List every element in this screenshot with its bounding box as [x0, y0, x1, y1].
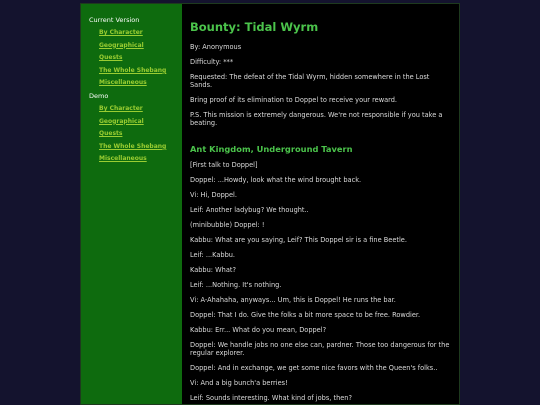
- difficulty-line: Difficulty: ***: [190, 58, 234, 66]
- dialogue-line: Doppel: We handle jobs no one else can, pardner. Those too dangerous for the regular explorer.: [190, 341, 450, 357]
- dialogue-line: Kabbu: Err... What do you mean, Doppel?: [190, 326, 327, 334]
- dialogue-line: Doppel: That I do. Give the folks a bit more space to be free. Rowdier.: [190, 311, 421, 319]
- dialogue-line: Kabbu: What?: [190, 266, 236, 274]
- nav-link-demo-geographical[interactable]: Geographical: [99, 117, 144, 125]
- nav-group-title-current: Current Version: [89, 16, 140, 24]
- page-frame: [80, 3, 460, 405]
- dialogue-line: Vi: A-Ahahaha, anyways... Um, this is Doppel! He runs the bar.: [190, 296, 396, 304]
- dialogue-line: Vi: Hi, Doppel.: [190, 191, 237, 199]
- section-title: Ant Kingdom, Underground Tavern: [190, 144, 353, 154]
- nav-list-demo: [99, 105, 182, 162]
- nav-link-geographical[interactable]: Geographical: [99, 41, 144, 49]
- sidebar-nav: [81, 4, 182, 404]
- nav-group-title-demo: Demo: [89, 91, 109, 100]
- nav-link-demo-quests[interactable]: Quests: [99, 130, 123, 138]
- author-line: By: Anonymous: [190, 43, 242, 51]
- dialogue-line: Doppel: And in exchange, we get some nice favors with the Queen's folks..: [190, 364, 438, 372]
- nav-link-demo-by-character[interactable]: By Character: [99, 104, 143, 112]
- nav-link-demo-miscellaneous[interactable]: Miscellaneous: [99, 155, 147, 163]
- nav-link-whole-shebang[interactable]: The Whole Shebang: [99, 66, 167, 74]
- dialogue-line: Leif: Another ladybug? We thought..: [190, 206, 309, 214]
- ps-line: P.S. This mission is extremely dangerous. We're not responsible if you take a beating.: [190, 111, 443, 127]
- dialogue-line: Doppel: ...Howdy, look what the wind brought back.: [190, 176, 362, 184]
- nav-link-miscellaneous[interactable]: Miscellaneous: [99, 79, 147, 87]
- requested-line: Requested: The defeat of the Tidal Wyrm, hidden somewhere in the Lost Sands.: [190, 73, 430, 89]
- nav-list-current: [99, 29, 182, 86]
- dialogue-line: [First talk to Doppel]: [190, 161, 258, 169]
- dialogue-line: Vi: And a big bunch'a berries!: [190, 379, 288, 387]
- dialogue-line: Leif: ...Kabbu.: [190, 251, 236, 259]
- dialogue-line: (minibubble) Doppel: !: [190, 221, 265, 229]
- dialogue-line: Leif: ...Nothing. It's nothing.: [190, 281, 282, 289]
- main-content: [190, 16, 452, 405]
- nav-link-by-character[interactable]: By Character: [99, 29, 143, 36]
- page-title: Bounty: Tidal Wyrm: [190, 20, 319, 34]
- nav-link-quests[interactable]: Quests: [99, 54, 123, 62]
- dialogue-line: Leif: Sounds interesting. What kind of jobs, then?: [190, 394, 352, 402]
- nav-link-demo-whole-shebang[interactable]: The Whole Shebang: [99, 142, 167, 150]
- reward-line: Bring proof of its elimination to Doppel to receive your reward.: [190, 96, 398, 104]
- dialogue-line: Kabbu: What are you saying, Leif? This Doppel sir is a fine Beetle.: [190, 236, 407, 244]
